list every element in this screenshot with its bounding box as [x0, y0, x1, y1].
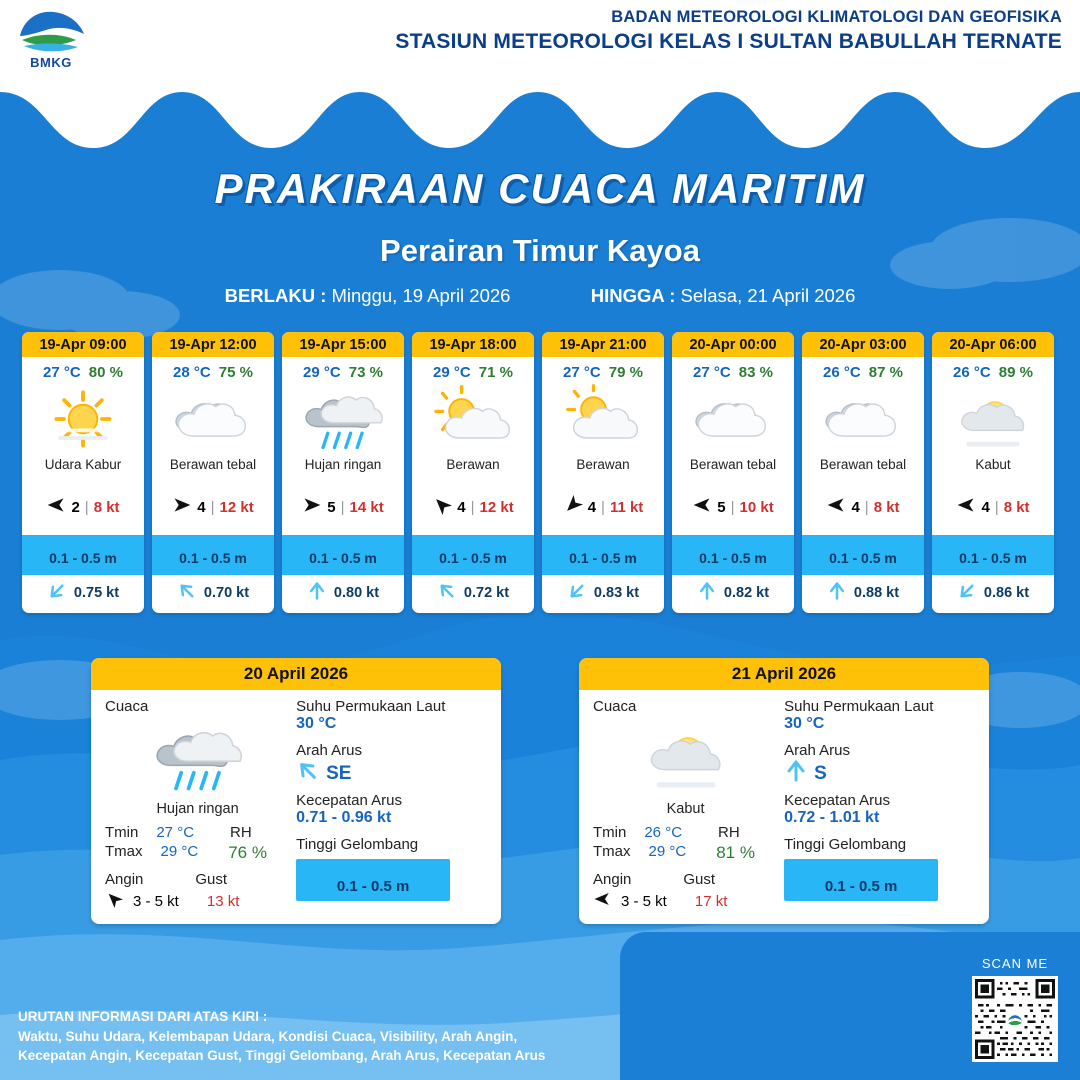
current-direction-arrow-icon [957, 581, 977, 605]
condition-label: Udara Kabur [44, 457, 122, 472]
page-subtitle: Perairan Timur Kayoa [380, 233, 700, 268]
partly-cloudy-night-icon [542, 383, 664, 455]
wave-height-value: 0.1 - 0.5 m [439, 550, 507, 566]
footer-line2: Kecepatan Angin, Kecepatan Gust, Tinggi Gelombang, Arah Arus, Kecepatan Arus [18, 1048, 546, 1064]
current-row [152, 575, 274, 613]
wind-direction-arrow-icon [956, 495, 976, 519]
until-label: HINGGA : [590, 285, 676, 306]
wind-speed-value: 12 kt [479, 498, 514, 516]
tinggi-gelombang-value: 0.1 - 0.5 m [824, 878, 898, 895]
condition-label: Berawan [576, 457, 630, 472]
wind-direction-arrow-icon [692, 495, 712, 519]
current-row [672, 575, 794, 613]
card-temp-hum [672, 357, 794, 383]
wind-row [412, 489, 534, 523]
hourly-card [802, 332, 924, 613]
daily-condition: Hujan ringan [156, 801, 239, 817]
humidity-value: 73 % [348, 364, 383, 381]
temperature-value: 26 °C [823, 364, 861, 381]
wind-visibility-value: 5 [717, 498, 726, 516]
validity-line [0, 285, 1080, 307]
haze-sun-icon [22, 383, 144, 455]
current-speed-value: 0.72 kt [463, 585, 510, 601]
wave-height-value: 0.1 - 0.5 m [959, 550, 1027, 566]
current-row [22, 575, 144, 613]
tinggi-gelombang-label: Tinggi Gelombang [296, 836, 419, 853]
wind-direction-arrow-icon [172, 495, 192, 519]
hourly-card [932, 332, 1054, 613]
current-direction-arrow-icon [307, 581, 327, 605]
condition-label: Kabut [975, 457, 1011, 472]
current-speed-value: 0.70 kt [203, 585, 250, 601]
tmax-label: Tmax [593, 843, 631, 860]
humidity-value: 89 % [998, 364, 1033, 381]
wind-row [542, 489, 664, 523]
daily-forecast-row [0, 658, 1080, 924]
card-time: 19-Apr 12:00 [152, 332, 274, 357]
current-speed-value: 0.80 kt [333, 585, 380, 601]
hourly-card [412, 332, 534, 613]
cloudy-icon [152, 383, 274, 455]
arah-arus-value: S [814, 762, 827, 784]
condition-label: Berawan [446, 457, 500, 472]
wave-height-value: 0.1 - 0.5 m [179, 550, 247, 566]
card-temp-hum [542, 357, 664, 383]
divider: | [994, 498, 999, 516]
wind-speed-value: 14 kt [349, 498, 384, 516]
arah-arus-row [296, 759, 487, 788]
tmax-value: 29 °C [648, 843, 687, 860]
humidity-value: 71 % [478, 364, 513, 381]
wind-speed-value: 8 kt [873, 498, 900, 516]
current-row [542, 575, 664, 613]
card-temp-hum [932, 357, 1054, 383]
arah-arus-label: Arah Arus [296, 742, 362, 759]
humidity-value: 75 % [218, 364, 253, 381]
qr-code[interactable] [972, 976, 1058, 1062]
daily-current-arrow-icon [296, 759, 320, 788]
rain-icon [282, 383, 404, 455]
condition-label: Berawan tebal [689, 457, 777, 472]
tmax-value: 29 °C [160, 843, 199, 860]
temperature-value: 27 °C [563, 364, 601, 381]
current-direction-arrow-icon [437, 581, 457, 605]
valid-label: BERLAKU : [224, 285, 327, 306]
rh-label: RH [718, 824, 740, 841]
wind-direction-arrow-icon [46, 495, 66, 519]
sst-value: 30 °C [296, 715, 337, 732]
tmin-label: Tmin [105, 824, 139, 841]
card-temp-hum [282, 357, 404, 383]
cuaca-label: Cuaca [593, 698, 637, 715]
wind-direction-arrow-icon [826, 495, 846, 519]
wind-row [152, 489, 274, 523]
tmin-label: Tmin [593, 824, 627, 841]
agency-name: BADAN METEOROLOGI KLIMATOLOGI DAN GEOFISIKA [611, 8, 1062, 26]
daily-wind-arrow-icon [105, 890, 123, 912]
humidity-value: 79 % [608, 364, 643, 381]
kecepatan-arus-value: 0.71 - 0.96 kt [296, 809, 392, 826]
current-speed-value: 0.86 kt [983, 585, 1030, 601]
fog-icon [593, 715, 778, 799]
header-wave-divider [0, 62, 1080, 152]
tinggi-gelombang-label: Tinggi Gelombang [784, 836, 907, 853]
card-time: 20-Apr 00:00 [672, 332, 794, 357]
divider: | [864, 498, 869, 516]
partly-cloudy-icon [412, 383, 534, 455]
current-row [802, 575, 924, 613]
wave-height-value: 0.1 - 0.5 m [569, 550, 637, 566]
rh-value: 76 % [228, 843, 267, 862]
hourly-card [282, 332, 404, 613]
wind-row [22, 489, 144, 523]
wind-row [282, 489, 404, 523]
card-time: 19-Apr 09:00 [22, 332, 144, 357]
footer-line1: Waktu, Suhu Udara, Kelembapan Udara, Kondisi Cuaca, Visibility, Arah Angin, [18, 1028, 518, 1044]
wave-height-value: 0.1 - 0.5 m [309, 550, 377, 566]
scan-me-label: SCAN ME [981, 956, 1049, 971]
card-time: 19-Apr 18:00 [412, 332, 534, 357]
current-direction-arrow-icon [567, 581, 587, 605]
tmax-label: Tmax [105, 843, 143, 860]
wind-speed-value: 12 kt [219, 498, 254, 516]
wave-height-block [412, 523, 534, 575]
temperature-value: 29 °C [303, 364, 341, 381]
current-speed-value: 0.82 kt [723, 585, 770, 601]
current-direction-arrow-icon [177, 581, 197, 605]
daily-condition: Kabut [666, 801, 705, 817]
angin-label: Angin [593, 871, 632, 888]
condition-label: Berawan tebal [819, 457, 907, 472]
gust-label: Gust [195, 871, 228, 888]
current-row [412, 575, 534, 613]
humidity-value: 80 % [88, 364, 123, 381]
kecepatan-arus-label: Kecepatan Arus [784, 792, 891, 809]
bmkg-logo [14, 6, 88, 68]
card-temp-hum [802, 357, 924, 383]
kecepatan-arus-label: Kecepatan Arus [296, 792, 403, 809]
footer-text [18, 1007, 545, 1066]
temperature-value: 27 °C [43, 364, 81, 381]
wave-height-value: 0.1 - 0.5 m [829, 550, 897, 566]
divider: | [84, 498, 89, 516]
header-bar [0, 0, 1080, 70]
card-temp-hum [152, 357, 274, 383]
wind-visibility-value: 4 [587, 498, 597, 516]
wind-visibility-value: 4 [197, 498, 206, 516]
footer-title: URUTAN INFORMASI DARI ATAS KIRI : [18, 1009, 268, 1025]
angin-value: 3 - 5 kt [621, 892, 667, 910]
temperature-value: 29 °C [433, 364, 471, 381]
gust-value: 17 kt [694, 892, 728, 910]
current-speed-value: 0.88 kt [853, 585, 900, 601]
wind-direction-arrow-icon [563, 495, 583, 519]
until-value: Selasa, 21 April 2026 [680, 285, 856, 306]
tmin-value: 27 °C [156, 824, 195, 841]
card-time: 19-Apr 21:00 [542, 332, 664, 357]
wave-height-block [152, 523, 274, 575]
footer-legend [0, 952, 622, 1080]
gust-label: Gust [683, 871, 716, 888]
hourly-forecast-row [22, 332, 1062, 613]
station-name: STASIUN METEOROLOGI KELAS I SULTAN BABULLAH TERNATE [395, 30, 1062, 53]
wind-visibility-value: 4 [981, 498, 990, 516]
tinggi-gelombang-value: 0.1 - 0.5 m [336, 878, 410, 895]
wave-height-block [542, 523, 664, 575]
hourly-card [672, 332, 794, 613]
kecepatan-arus-value: 0.72 - 1.01 kt [784, 809, 880, 826]
daily-current-arrow-icon [784, 759, 808, 788]
daily-wind-arrow-icon [593, 890, 611, 912]
wind-visibility-value: 5 [327, 498, 336, 516]
current-speed-value: 0.83 kt [593, 585, 640, 601]
angin-value: 3 - 5 kt [133, 892, 179, 910]
temperature-value: 28 °C [173, 364, 211, 381]
divider: | [730, 498, 735, 516]
scan-block [972, 956, 1058, 1062]
card-time: 20-Apr 06:00 [932, 332, 1054, 357]
bmkg-logo-label: BMKG [30, 55, 72, 70]
cloudy-icon [802, 383, 924, 455]
wave-height-block [22, 523, 144, 575]
divider: | [340, 498, 345, 516]
current-row [932, 575, 1054, 613]
daily-panel [91, 658, 501, 924]
daily-date: 21 April 2026 [579, 658, 989, 690]
hourly-card [152, 332, 274, 613]
cloudy-icon [672, 383, 794, 455]
wind-row [672, 489, 794, 523]
temperature-value: 26 °C [953, 364, 991, 381]
current-direction-arrow-icon [47, 581, 67, 605]
rain-icon [105, 715, 290, 799]
wave-height-value: 0.1 - 0.5 m [49, 550, 117, 566]
temperature-value: 27 °C [693, 364, 731, 381]
wind-direction-arrow-icon [432, 495, 452, 519]
humidity-value: 87 % [868, 364, 903, 381]
condition-label: Berawan tebal [169, 457, 257, 472]
card-time: 19-Apr 15:00 [282, 332, 404, 357]
tmin-value: 26 °C [644, 824, 683, 841]
cuaca-label: Cuaca [105, 698, 149, 715]
wave-height-block [802, 523, 924, 575]
arah-arus-label: Arah Arus [784, 742, 850, 759]
sst-label: Suhu Permukaan Laut [296, 698, 446, 715]
angin-label: Angin [105, 871, 144, 888]
wave-height-block [282, 523, 404, 575]
gust-value: 13 kt [206, 892, 240, 910]
rh-label: RH [230, 824, 252, 841]
wave-height-value: 0.1 - 0.5 m [699, 550, 767, 566]
condition-label: Hujan ringan [304, 457, 382, 472]
current-direction-arrow-icon [827, 581, 847, 605]
card-temp-hum [412, 357, 534, 383]
header-text [395, 8, 1062, 54]
current-speed-value: 0.75 kt [73, 585, 120, 601]
wind-visibility-value: 4 [457, 498, 466, 516]
sst-value: 30 °C [784, 715, 825, 732]
card-temp-hum [22, 357, 144, 383]
wind-speed-value: 8 kt [93, 498, 120, 516]
current-row [282, 575, 404, 613]
divider: | [210, 498, 215, 516]
arah-arus-value: SE [326, 762, 352, 784]
wind-row [932, 489, 1054, 523]
hourly-card [22, 332, 144, 613]
wind-visibility-value: 2 [71, 498, 80, 516]
sst-label: Suhu Permukaan Laut [784, 698, 934, 715]
arah-arus-row [784, 759, 975, 788]
daily-date: 20 April 2026 [91, 658, 501, 690]
wave-height-block [672, 523, 794, 575]
fog-icon [932, 383, 1054, 455]
humidity-value: 83 % [738, 364, 773, 381]
rh-value: 81 % [716, 843, 755, 862]
page-title: PRAKIRAAN CUACA MARITIM [214, 165, 866, 212]
wind-speed-value: 10 kt [739, 498, 774, 516]
wind-direction-arrow-icon [302, 495, 322, 519]
tinggi-gelombang-block [296, 859, 450, 901]
wind-speed-value: 11 kt [609, 498, 644, 516]
divider: | [601, 498, 605, 516]
wave-height-block [932, 523, 1054, 575]
wind-speed-value: 8 kt [1003, 498, 1030, 516]
divider: | [470, 498, 475, 516]
tinggi-gelombang-block [784, 859, 938, 901]
card-time: 20-Apr 03:00 [802, 332, 924, 357]
valid-value: Minggu, 19 April 2026 [331, 285, 511, 306]
hourly-card [542, 332, 664, 613]
wind-visibility-value: 4 [851, 498, 860, 516]
daily-panel [579, 658, 989, 924]
wind-row [802, 489, 924, 523]
current-direction-arrow-icon [697, 581, 717, 605]
